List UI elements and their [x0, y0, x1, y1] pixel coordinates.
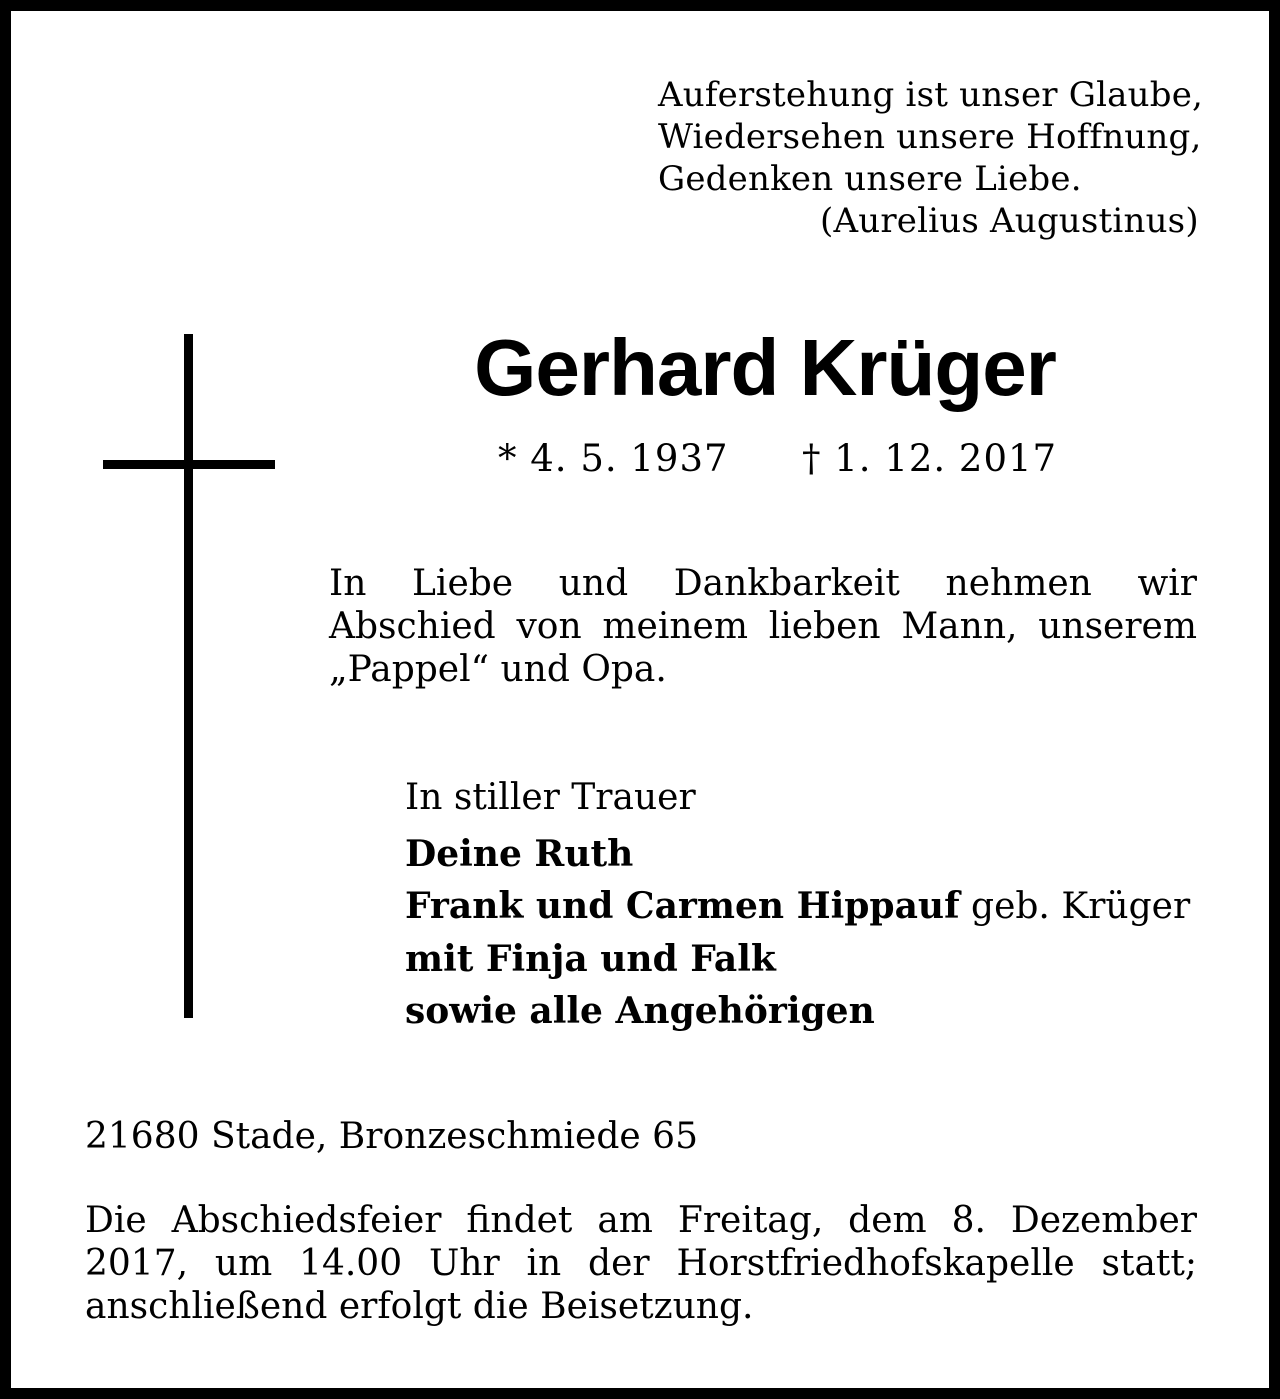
deceased-name: Gerhard Krüger [474, 323, 1056, 412]
quote-line: Auferstehung ist unser Glaube, [658, 75, 1204, 115]
ceremony-text: Die Abschiedsfeier findet am Freitag, dem 8. Dezember 2017, um 14.00 Uhr in der Horstfriedhofskapelle statt; anschließend erfolgt die Beisetzung. [85, 1200, 1197, 1327]
address: 21680 Stade, Bronzeschmiede 65 [85, 1116, 698, 1157]
mourner-line: mit Finja und Falk [405, 938, 776, 980]
quote-line: Gedenken unsere Liebe. [658, 159, 1082, 199]
mourner-maiden-name: geb. Krüger [959, 886, 1191, 927]
death-date: † 1. 12. 2017 [802, 437, 1058, 480]
mourner-line: sowie alle Angehörigen [405, 990, 875, 1032]
birth-date: * 4. 5. 1937 [498, 437, 729, 480]
quote-block [658, 74, 1218, 242]
farewell-text: In Liebe und Dankbarkeit nehmen wir Abschied von meinem lieben Mann, unserem „Pappel“ und Opa. [329, 563, 1197, 690]
mourner-line [405, 880, 1205, 933]
mourners-block [405, 772, 1205, 1037]
cross-icon [184, 334, 193, 1018]
mourner-names: Frank und Carmen Hippauf [405, 885, 960, 927]
cross-icon-bar [103, 460, 275, 469]
quote-line: Wiedersehen unsere Hoffnung, [658, 117, 1202, 157]
mourners-lead: In stiller Trauer [405, 777, 696, 818]
quote-author: (Aurelius Augustinus) [820, 201, 1199, 241]
mourner-line: Deine Ruth [405, 833, 634, 875]
